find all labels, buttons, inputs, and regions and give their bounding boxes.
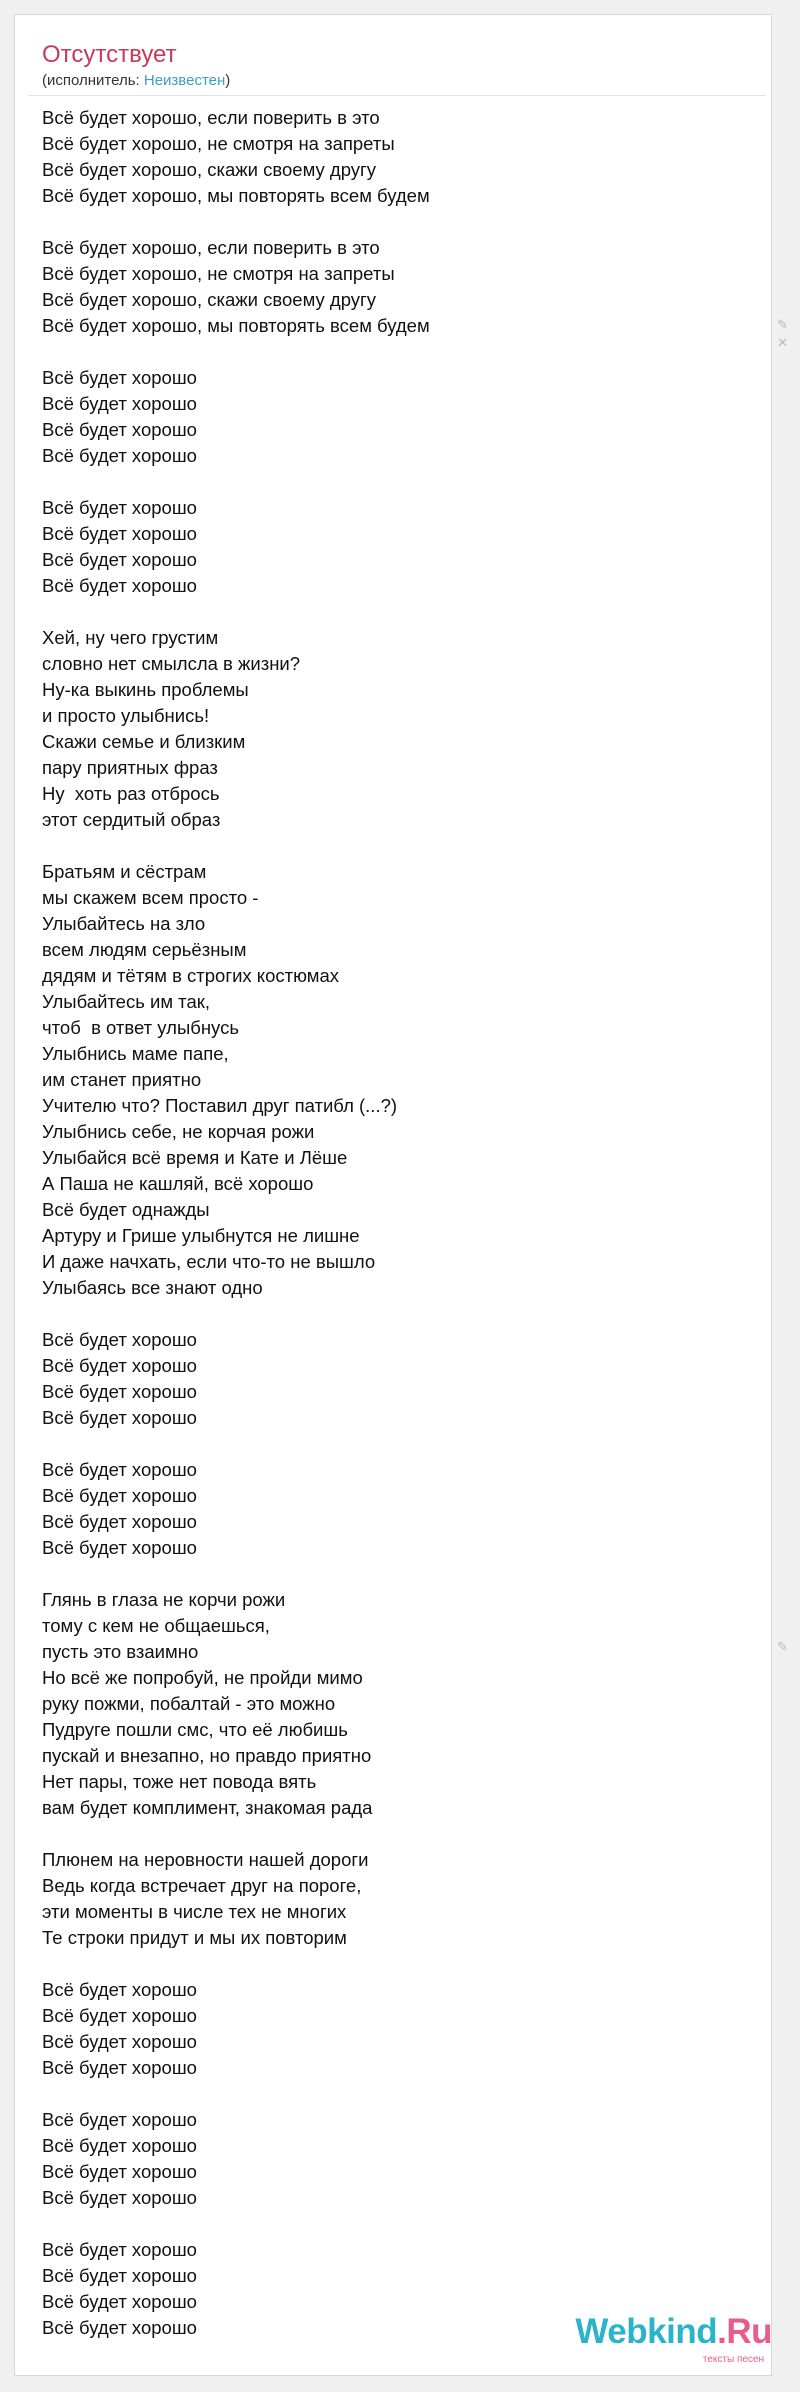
lyric-line: Ну хоть раз отбрось: [42, 783, 220, 804]
lyric-line: пускай и внезапно, но правдо приятно: [42, 1745, 372, 1766]
lyric-line: словно нет смылсла в жизни?: [42, 653, 301, 674]
lyric-line: Всё будет хорошо, мы повторять всем будем: [42, 315, 430, 336]
lyric-line: Всё будет хорошо: [42, 1537, 197, 1558]
lyric-line: Ну-ка выкинь проблемы: [42, 679, 249, 700]
lyric-line: Нет пары, тоже нет повода вять: [42, 1771, 317, 1792]
lyric-line: Всё будет хорошо: [42, 2187, 197, 2208]
lyric-line: Всё будет хорошо: [42, 1329, 197, 1350]
lyric-line: всем людям серьёзным: [42, 939, 247, 960]
lyric-line: Всё будет хорошо, если поверить в это: [42, 107, 380, 128]
lyric-stanza: [42, 2107, 430, 2211]
logo-tagline: тексты песен: [702, 2354, 764, 2365]
edit-icon[interactable]: ✎: [777, 1639, 788, 1654]
lyric-line: Скажи семье и близким: [42, 731, 246, 752]
lyric-line: Всё будет однажды: [42, 1199, 210, 1220]
lyric-line: Всё будет хорошо: [42, 2239, 197, 2260]
lyric-line: А Паша не кашляй, всё хорошо: [42, 1173, 314, 1194]
lyric-stanza: [42, 1977, 430, 2081]
lyric-line: мы скажем всем просто -: [42, 887, 259, 908]
lyric-line: Артуру и Грише улыбнутся не лишне: [42, 1225, 360, 1246]
lyric-stanza: [42, 1327, 430, 1431]
lyric-line: Братьям и сёстрам: [42, 861, 207, 882]
lyric-stanza: [42, 1847, 430, 1951]
lyric-line: Те строки придут и мы их повторим: [42, 1927, 347, 1948]
lyric-stanza: [42, 235, 430, 339]
lyric-line: чтоб в ответ улыбнусь: [42, 1017, 239, 1038]
lyric-line: Хей, ну чего грустим: [42, 627, 219, 648]
lyric-line: Всё будет хорошо: [42, 367, 197, 388]
lyric-line: руку пожми, побалтай - это можно: [42, 1693, 336, 1714]
lyric-line: Учителю что? Поставил друг патибл (...?): [42, 1095, 398, 1116]
lyric-line: Всё будет хорошо: [42, 2291, 197, 2312]
lyric-line: Всё будет хорошо: [42, 393, 197, 414]
artist-suffix: ): [225, 72, 231, 89]
lyric-line: Всё будет хорошо: [42, 1459, 197, 1480]
lyric-line: Всё будет хорошо, мы повторять всем будем: [42, 185, 430, 206]
song-title: Отсутствует: [42, 41, 177, 68]
lyric-line: Всё будет хорошо: [42, 2109, 197, 2130]
lyric-line: пару приятных фраз: [42, 757, 218, 778]
lyric-line: Улыбайтесь им так,: [42, 991, 210, 1012]
lyric-line: Всё будет хорошо: [42, 2057, 197, 2078]
lyric-line: Всё будет хорошо: [42, 575, 197, 596]
lyric-line: Всё будет хорошо: [42, 1355, 197, 1376]
lyric-stanza: [42, 1457, 430, 1561]
lyric-line: Улыбайся всё время и Кате и Лёше: [42, 1147, 348, 1168]
lyric-line: Ведь когда встречает друг на пороге,: [42, 1875, 362, 1896]
lyric-line: Всё будет хорошо: [42, 2135, 197, 2156]
lyric-line: Всё будет хорошо: [42, 1381, 197, 1402]
lyric-line: Всё будет хорошо, если поверить в это: [42, 237, 380, 258]
artist-link[interactable]: Неизвестен: [143, 72, 226, 89]
lyric-line: Улыбнись себе, не корчая рожи: [42, 1121, 315, 1142]
lyric-line: Всё будет хорошо: [42, 1979, 197, 2000]
lyric-line: Всё будет хорошо: [42, 1407, 197, 1428]
lyric-line: Всё будет хорошо: [42, 2031, 197, 2052]
lyric-line: Всё будет хорошо: [42, 419, 197, 440]
header-divider: [28, 95, 766, 96]
edit-icon[interactable]: ✎: [777, 317, 788, 332]
lyric-line: И даже начхать, если что-то не вышло: [42, 1251, 376, 1272]
logo-ru-text: .Ru: [717, 2312, 772, 2351]
lyric-stanza: [42, 859, 430, 1301]
logo-web-text: Webkind: [575, 2312, 718, 2351]
lyric-line: Всё будет хорошо: [42, 2265, 197, 2286]
artist-prefix: (исполнитель:: [42, 72, 144, 89]
lyrics-text: [42, 105, 430, 2341]
lyric-line: Всё будет хорошо, скажи своему другу: [42, 159, 377, 180]
lyric-line: Всё будет хорошо: [42, 2317, 197, 2338]
lyric-line: Пудруге пошли смс, что её любишь: [42, 1719, 348, 1740]
lyric-line: эти моменты в числе тех не многих: [42, 1901, 347, 1922]
lyric-line: Всё будет хорошо: [42, 549, 197, 570]
webkind-logo[interactable]: [575, 2310, 772, 2374]
lyric-line: Плюнем на неровности нашей дороги: [42, 1849, 369, 1870]
lyric-line: Улыбайтесь на зло: [42, 913, 206, 934]
lyric-line: Глянь в глаза не корчи рожи: [42, 1589, 286, 1610]
lyric-line: Всё будет хорошо: [42, 1485, 197, 1506]
lyric-line: Всё будет хорошо: [42, 2161, 197, 2182]
lyric-line: Всё будет хорошо: [42, 497, 197, 518]
lyric-stanza: [42, 365, 430, 469]
lyric-line: Всё будет хорошо: [42, 2005, 197, 2026]
lyric-line: Всё будет хорошо: [42, 1511, 197, 1532]
lyric-line: Всё будет хорошо, не смотря на запреты: [42, 263, 395, 284]
lyric-stanza: [42, 625, 430, 833]
artist-line: [42, 71, 230, 91]
lyric-stanza: [42, 495, 430, 599]
close-icon[interactable]: ✕: [777, 335, 788, 350]
lyric-line: им станет приятно: [42, 1069, 202, 1090]
lyric-line: Всё будет хорошо: [42, 445, 197, 466]
lyric-line: Всё будет хорошо, не смотря на запреты: [42, 133, 395, 154]
lyric-line: Улыбаясь все знают одно: [42, 1277, 263, 1298]
logo-wordmark: [575, 2310, 772, 2354]
lyric-line: пусть это взаимно: [42, 1641, 199, 1662]
lyric-stanza: [42, 2237, 430, 2341]
lyric-line: Улыбнись маме папе,: [42, 1043, 229, 1064]
lyric-line: Всё будет хорошо: [42, 523, 197, 544]
lyric-line: Всё будет хорошо, скажи своему другу: [42, 289, 377, 310]
lyric-line: тому с кем не общаешься,: [42, 1615, 270, 1636]
lyric-stanza: [42, 1587, 430, 1821]
lyric-line: Но всё же попробуй, не пройди мимо: [42, 1667, 363, 1688]
lyric-line: и просто улыбнись!: [42, 705, 210, 726]
lyric-stanza: [42, 105, 430, 209]
lyric-line: этот сердитый образ: [42, 809, 221, 830]
lyric-line: дядям и тётям в строгих костюмах: [42, 965, 340, 986]
lyric-line: вам будет комплимент, знакомая рада: [42, 1797, 373, 1818]
